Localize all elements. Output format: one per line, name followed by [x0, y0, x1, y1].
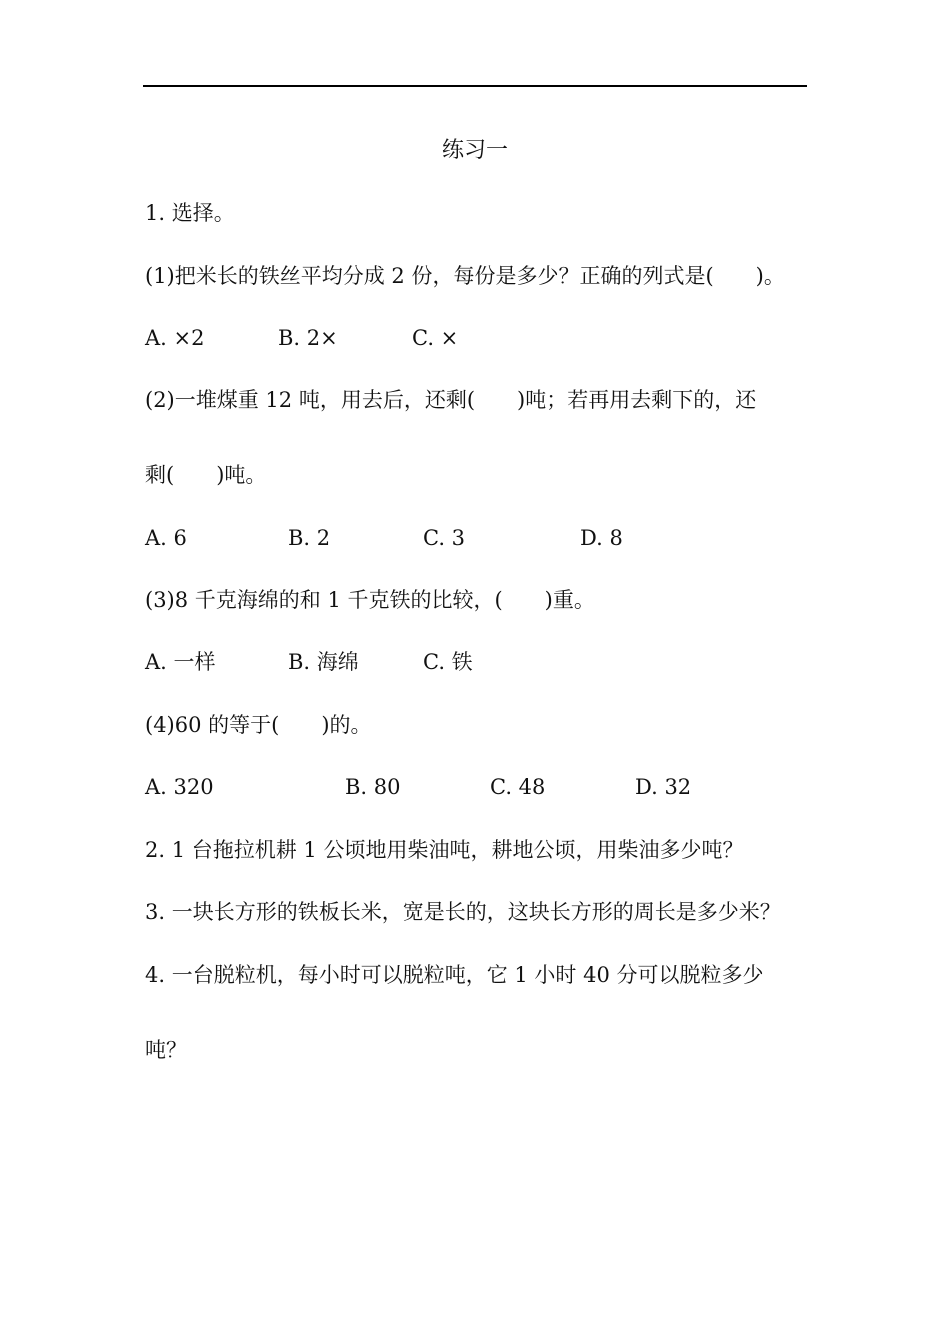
question-1-heading: 1. 选择。: [145, 201, 235, 225]
q1-4-option-a: A. 320: [145, 775, 214, 799]
question-1-4-text: (4)60 的等于( )的。: [145, 713, 372, 737]
q1-3-option-b: B. 海绵: [288, 650, 359, 674]
question-3-text: 3. 一块长方形的铁板长米，宽是长的，这块长方形的周长是多少米？: [145, 900, 781, 924]
question-1-2-text-line1: (2)一堆煤重 12 吨，用去后，还剩( )吨；若再用去剩下的，还: [145, 388, 757, 412]
q1-2-option-c: C. 3: [423, 526, 466, 550]
q1-2-option-b: B. 2: [288, 526, 331, 550]
q1-2-option-d: D. 8: [580, 526, 623, 550]
q1-4-option-d: D. 32: [635, 775, 692, 799]
header-rule: [143, 85, 807, 87]
question-2-text: 2. 1 台拖拉机耕 1 公顷地用柴油吨，耕地公顷，用柴油多少吨？: [145, 838, 744, 862]
question-4-text-line1: 4. 一台脱粒机，每小时可以脱粒吨，它 1 小时 40 分可以脱粒多少: [145, 963, 764, 987]
question-1-3-text: (3)8 千克海绵的和 1 千克铁的比较，( )重。: [145, 588, 595, 612]
question-1-2-text-line2: 剩( )吨。: [145, 463, 267, 487]
q1-1-option-c: C. ×: [412, 326, 459, 350]
question-4-text-line2: 吨？: [145, 1038, 187, 1062]
q1-1-option-a: A. ×2: [145, 326, 205, 350]
q1-4-option-b: B. 80: [345, 775, 401, 799]
q1-3-option-c: C. 铁: [423, 650, 473, 674]
q1-1-option-b: B. 2×: [278, 326, 338, 350]
q1-2-option-a: A. 6: [145, 526, 187, 550]
page-title: 练习一: [441, 138, 508, 163]
q1-3-option-a: A. 一样: [145, 650, 216, 674]
question-1-1-text: (1)把米长的铁丝平均分成 2 份，每份是多少？正确的列式是( )。: [145, 264, 785, 288]
q1-4-option-c: C. 48: [490, 775, 546, 799]
